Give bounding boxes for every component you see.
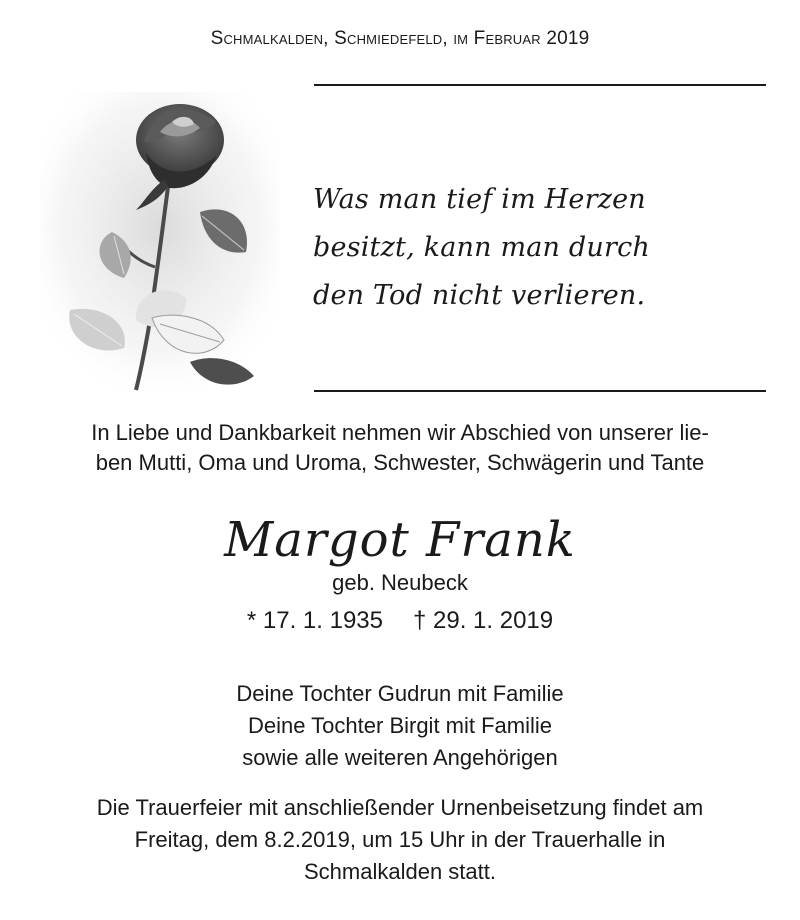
rose-illustration [40,92,280,392]
birth-date: * 17. 1. 1935 [246,607,383,634]
quote-line: Was man tief im Herzen [313,184,646,215]
mourner-line: sowie alle weiteren Angehörigen [242,745,558,770]
death-date: † 29. 1. 2019 [413,607,554,634]
bottom-divider [314,390,766,392]
funeral-details [0,792,800,888]
life-dates [0,604,800,638]
funeral-line: Schmalkalden statt. [304,859,496,884]
intro-text [0,418,800,478]
mourner-line: Deine Tochter Birgit mit Familie [247,713,553,738]
place-date-line: Schmalkalden, Schmiedefeld, im Februar 2019 [210,28,590,49]
mourners-list [0,678,800,774]
intro-line: In Liebe und Dankbarkeit nehmen wir Abschied von unserer lie- [91,420,709,445]
funeral-line: Die Trauerfeier mit anschließender Urnenbeisetzung findet am [96,795,704,820]
maiden-name: geb. Neubeck [332,570,468,595]
quote-line: den Tod nicht verlieren. [313,280,646,311]
top-divider [314,84,766,86]
quote-line: besitzt, kann man durch [313,232,651,263]
memorial-quote [313,176,773,320]
mourner-line: Deine Tochter Gudrun mit Familie [236,681,564,706]
intro-line: ben Mutti, Oma und Uroma, Schwester, Schwägerin und Tante [95,450,705,475]
deceased-name: Margot Frank [224,512,576,568]
funeral-line: Freitag, dem 8.2.2019, um 15 Uhr in der Trauerhalle in [134,827,666,852]
